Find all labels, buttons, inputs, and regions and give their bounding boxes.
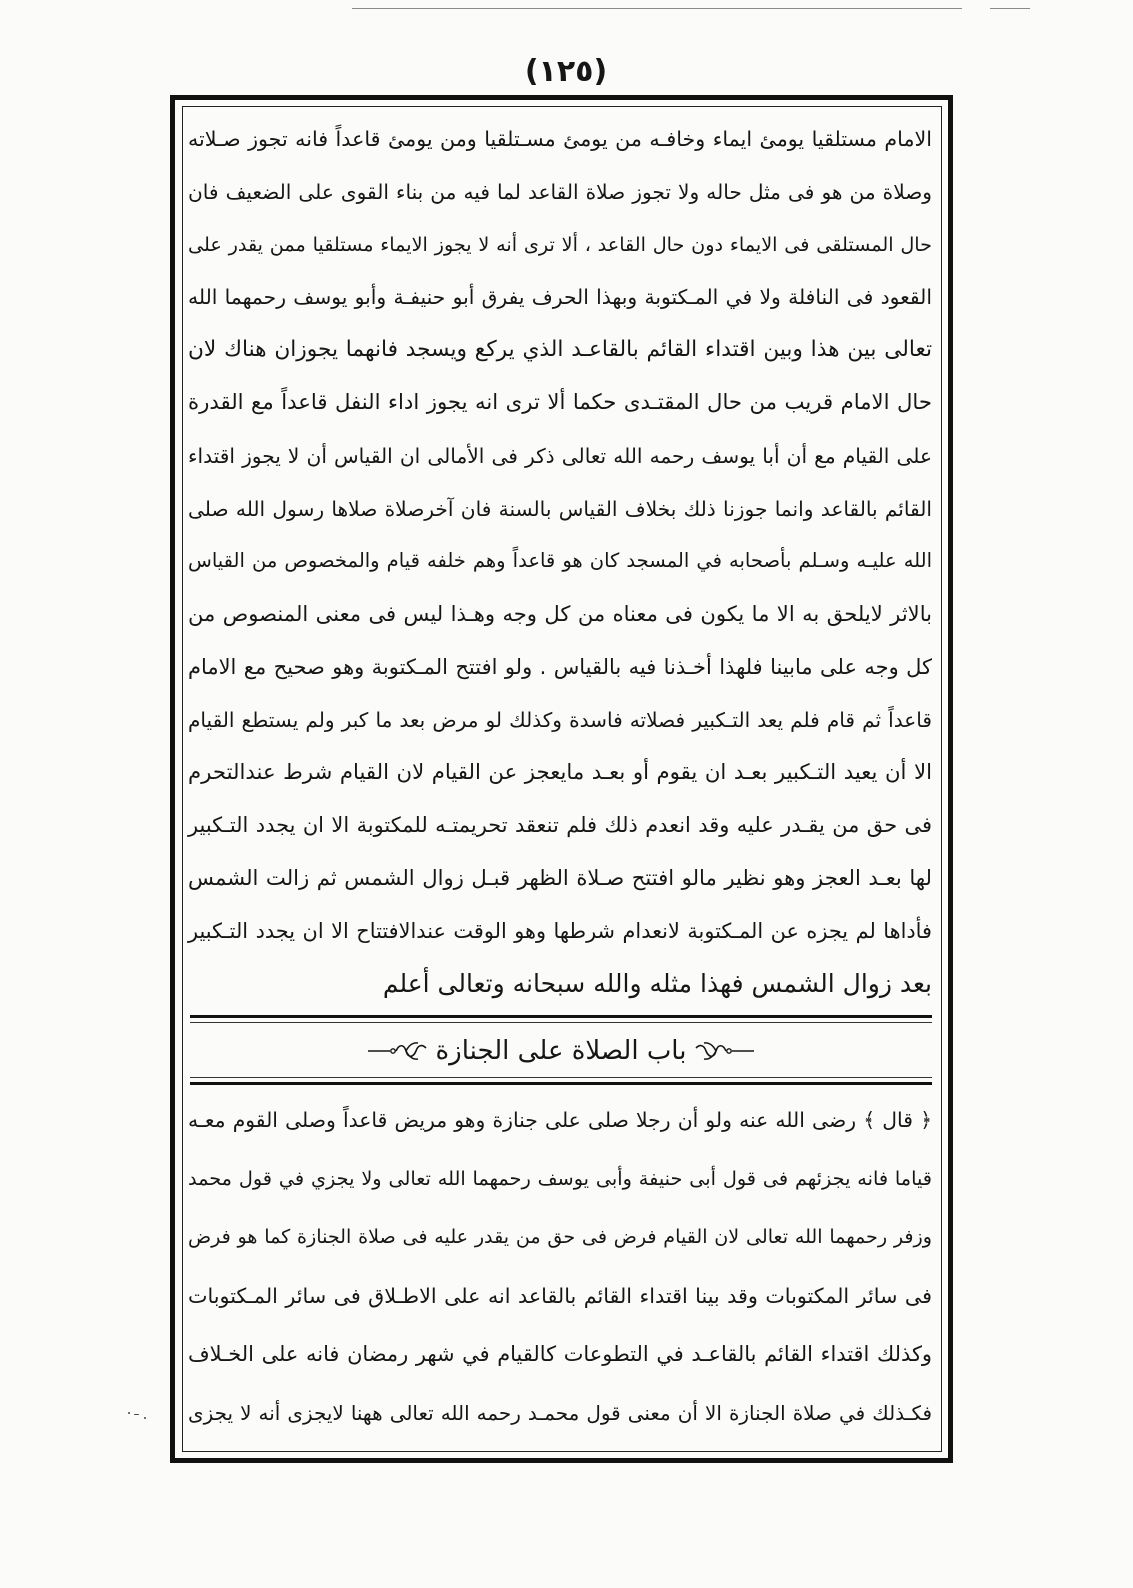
- text-line: [188, 641, 932, 694]
- text-line: [188, 852, 932, 905]
- text-line-content: فى سائر المكتوبات وقد بينا اقتداء القائم بالقاعد انه على الاطـلاق فى سائر المـكتوبات: [188, 1283, 932, 1308]
- scan-edge-line: [990, 8, 1030, 9]
- text-line: [188, 747, 932, 800]
- text-line: [188, 1267, 932, 1326]
- text-line-content: فى حق من يقـدر عليه وقد انعدم ذلك فلم تنعقد تحريمتـه للمكتوبة الا ان يجدد التـكبير: [188, 813, 932, 838]
- text-line-content: الامام مستلقيا يومئ ايماء وخافـه من يومئ مسـتلقيا ومن يومئ قاعداً فانه تجوز صـلاته: [188, 127, 932, 151]
- text-line-content: لها بعـد العجز وهو نظير مالو افتتح صـلاة الظهر قبـل زوال الشمس ثم زالت الشمس: [188, 865, 932, 891]
- text-line: [188, 905, 932, 958]
- text-line-content: قياما فانه يجزئهم فى قول أبى حنيفة وأبى يوسف رحمهما الله تعالى ولا يجزي في قول محمد: [188, 1166, 932, 1190]
- ornament-group: [696, 1043, 754, 1059]
- scan-mark: [128, 1410, 150, 1420]
- text-line: [188, 1384, 932, 1443]
- text-line: [188, 694, 932, 747]
- text-section-2: [188, 1091, 932, 1442]
- text-line-content: تعالى بين هذا وبين اقتداء القائم بالقاعـد الذي يركع ويسجد فانهما يجوزان هناك لان: [188, 337, 932, 363]
- text-line: [188, 1325, 932, 1384]
- text-line: [188, 799, 932, 852]
- text-line-content: الا أن يعيد التـكبير بعـد ان يقوم أو بعـد مايعجز عن القيام لان القيام شرط عندالتحرم: [188, 759, 932, 785]
- ornament-stroke: [696, 1043, 726, 1059]
- text-line-content: القائم بالقاعد وانما جوزنا ذلك بخلاف القياس بالسنة فان آخرصلاة صلاها رسول الله صلى: [188, 496, 932, 521]
- text-line-content: وكذلك اقتداء القائم بالقاعـد في التطوعات كالقيام في شهر رمضان فانه على الخـلاف: [188, 1342, 932, 1366]
- text-line: [188, 1150, 932, 1209]
- text-line: [188, 535, 932, 588]
- text-line: [188, 1091, 932, 1150]
- text-line: [188, 113, 932, 166]
- text-line: [188, 430, 932, 483]
- text-line: [188, 324, 932, 377]
- scan-speck: [144, 1417, 146, 1419]
- text-line-last: [188, 958, 932, 1011]
- ornament-dot: [390, 1049, 394, 1053]
- text-line: [188, 166, 932, 219]
- page-number: (١٢٥): [524, 54, 608, 89]
- ornament-icon: [692, 1040, 756, 1062]
- text-line-content: بعد زوال الشمس فهذا مثله والله سبحانه وتعالى أعلم: [382, 968, 932, 998]
- scan-speck: [128, 1412, 130, 1414]
- text-line: [188, 483, 932, 536]
- text-line: [188, 588, 932, 641]
- ornament-left-icon: [366, 1040, 430, 1062]
- text-line-content: الله عليـه وسـلم بأصحابه في المسجد كان هو قاعداً وهم خلفه قيام والمخصوص من القياس: [188, 549, 932, 573]
- scan-speck: [134, 1414, 139, 1415]
- text-line: [188, 219, 932, 272]
- text-line-content: وصلاة من هو فى مثل حاله ولا تجوز صلاة القاعد لما فيه من بناء القوى على الضعيف فان: [188, 179, 932, 204]
- section-divider: [190, 1015, 932, 1023]
- text-line: [188, 377, 932, 430]
- text-line-content: كل وجه على مابينا فلهذا أخـذنا فيه بالقياس . ولو افتتح المـكتوبة وهو صحيح مع الامام: [188, 654, 932, 679]
- text-line-content: القعود فى النافلة ولا في المـكتوبة وبهذا الحرف يفرق أبو حنيفـة وأبو يوسف رحمهما الله: [188, 285, 932, 310]
- text-line-content: حال المستلقى فى الايماء دون حال القاعد ، ألا ترى أنه لا يجوز الايماء مستلقيا ممن يقدر على: [188, 232, 932, 256]
- ornament-right-icon: [692, 1040, 756, 1062]
- text-line-content: حال الامام قريب من حال المقتـدى حكما ألا ترى انه يجوز اداء النفل قاعداً مع القدرة: [188, 389, 932, 415]
- ornament-dot: [727, 1049, 731, 1053]
- ornament-stroke: [396, 1043, 426, 1059]
- text-line-content: ﴿ قال ﴾ رضى الله عنه ولو أن رجلا صلى على جنازة وهو مريض قاعداً وصلى القوم معـه: [188, 1108, 932, 1132]
- text-section-1: [188, 113, 932, 1011]
- text-line: [188, 1208, 932, 1267]
- section-divider: [190, 1077, 932, 1085]
- ornament-icon: [366, 1040, 430, 1062]
- text-line: [188, 271, 932, 324]
- text-line-content: فأداها لم يجزه عن المـكتوبة لانعدام شرطها وهو الوقت عندالافتتاح الا ان يجدد التـكبير: [188, 918, 932, 943]
- chapter-heading: [190, 1029, 932, 1073]
- text-line-content: على القيام مع أن أبا يوسف رحمه الله تعالى ذكر فى الأمالى ان القياس أن لا يجوز اقتداء: [188, 443, 932, 468]
- text-line-content: فكـذلك في صلاة الجنازة الا أن معنى قول محمـد رحمه الله تعالى ههنا لايجزى أنه لا يجزى: [188, 1400, 932, 1425]
- text-line-content: بالاثر لايلحق به الا ما يكون فى معناه من كل وجه وهـذا ليس فى معنى المنصوص من: [188, 601, 932, 627]
- chapter-heading-text: باب الصلاة على الجنازة: [435, 1036, 687, 1066]
- text-line-content: وزفر رحمهما الله تعالى لان القيام فرض فى حق من يقدر عليه فى صلاة الجنازة كما هو فرض: [188, 1225, 932, 1248]
- scan-edge-line: [352, 8, 962, 9]
- text-line-content: قاعداً ثم قام فلم يعد التـكبير فصلاته فاسدة وكذلك لو مرض بعد ما كبر ولم يستطع القيام: [188, 707, 932, 732]
